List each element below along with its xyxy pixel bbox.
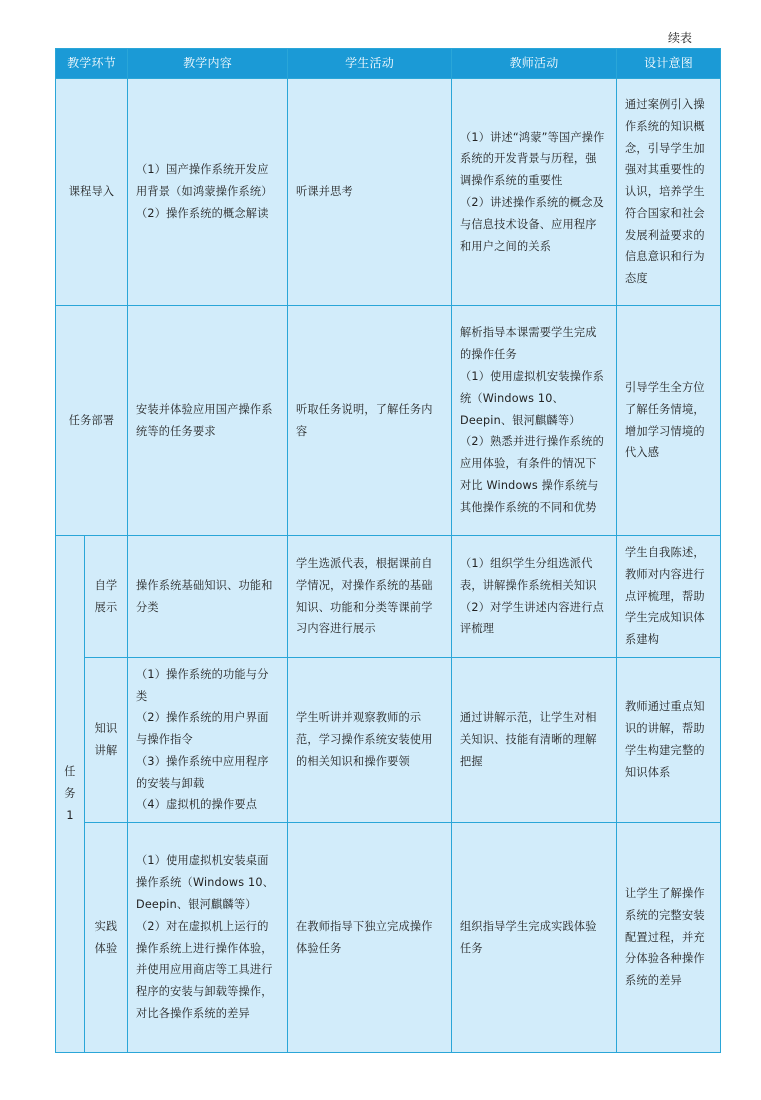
stage-cell: 实践体验 — [85, 823, 128, 1053]
header-teacher: 教师活动 — [452, 49, 617, 79]
header-content: 教学内容 — [128, 49, 288, 79]
intent-cell: 通过案例引入操作系统的知识概念，引导学生加强对其重要性的认识，培养学生符合国家和社会发展利益要求的信息意识和行为态度 — [617, 79, 721, 306]
intent-cell: 学生自我陈述，教师对内容进行点评梳理，帮助学生完成知识体系建构 — [617, 536, 721, 658]
intent-cell: 引导学生全方位了解任务情境，增加学习情境的代入感 — [617, 306, 721, 536]
intent-cell: 让学生了解操作系统的完整安装配置过程，并充分体验各种操作系统的差异 — [617, 823, 721, 1053]
table-row — [56, 536, 721, 658]
content-cell: （1）操作系统的功能与分类 （2）操作系统的用户界面与操作指令 （3）操作系统中应用程序的安装与卸载 （4）虚拟机的操作要点 — [128, 658, 288, 823]
teacher-cell: 解析指导本课需要学生完成的操作任务 （1）使用虚拟机安装操作系统（Windows 10、Deepin、银河麒麟等） （2）熟悉并进行操作系统的应用体验，有条件的情况下对比 Windows 操作系统与其他操作系统的不同和优势 — [452, 306, 617, 536]
stage-cell: 知识讲解 — [85, 658, 128, 823]
student-cell: 学生选派代表，根据课前自学情况，对操作系统的基础知识、功能和分类等课前学习内容进行展示 — [288, 536, 452, 658]
continued-label: 续表 — [668, 31, 693, 45]
content-cell: （1）使用虚拟机安装桌面操作系统（Windows 10、Deepin、银河麒麟等） （2）对在虚拟机上运行的操作系统上进行操作体验，并使用应用商店等工具进行程序的安装与卸载等操作，对比各操作系统的差异 — [128, 823, 288, 1053]
header-intent: 设计意图 — [617, 49, 721, 79]
table-row — [56, 79, 721, 306]
content-cell: 安装并体验应用国产操作系统等的任务要求 — [128, 306, 288, 536]
intent-cell: 教师通过重点知识的讲解，帮助学生构建完整的知识体系 — [617, 658, 721, 823]
teacher-cell: 通过讲解示范，让学生对相关知识、技能有清晰的理解把握 — [452, 658, 617, 823]
table-row — [56, 658, 721, 823]
student-cell: 听课并思考 — [288, 79, 452, 306]
lesson-plan-table — [55, 48, 721, 1053]
section-cell: 任务部署 — [56, 306, 128, 536]
header-student: 学生活动 — [288, 49, 452, 79]
section-cell: 课程导入 — [56, 79, 128, 306]
table-row — [56, 823, 721, 1053]
student-cell: 在教师指导下独立完成操作体验任务 — [288, 823, 452, 1053]
stage-cell: 自学展示 — [85, 536, 128, 658]
content-cell: 操作系统基础知识、功能和分类 — [128, 536, 288, 658]
task-group-label: 任务1 — [56, 536, 85, 1053]
table-row — [56, 306, 721, 536]
teacher-cell: （1）组织学生分组选派代表，讲解操作系统相关知识 （2）对学生讲述内容进行点评梳理 — [452, 536, 617, 658]
student-cell: 学生听讲并观察教师的示范，学习操作系统安装使用的相关知识和操作要领 — [288, 658, 452, 823]
teacher-cell: （1）讲述“鸿蒙”等国产操作系统的开发背景与历程，强调操作系统的重要性 （2）讲述操作系统的概念及与信息技术设备、应用程序和用户之间的关系 — [452, 79, 617, 306]
student-cell: 听取任务说明，了解任务内容 — [288, 306, 452, 536]
header-section: 教学环节 — [56, 49, 128, 79]
table-header-row — [56, 49, 721, 79]
content-cell: （1）国产操作系统开发应用背景（如鸿蒙操作系统） （2）操作系统的概念解读 — [128, 79, 288, 306]
teacher-cell: 组织指导学生完成实践体验任务 — [452, 823, 617, 1053]
